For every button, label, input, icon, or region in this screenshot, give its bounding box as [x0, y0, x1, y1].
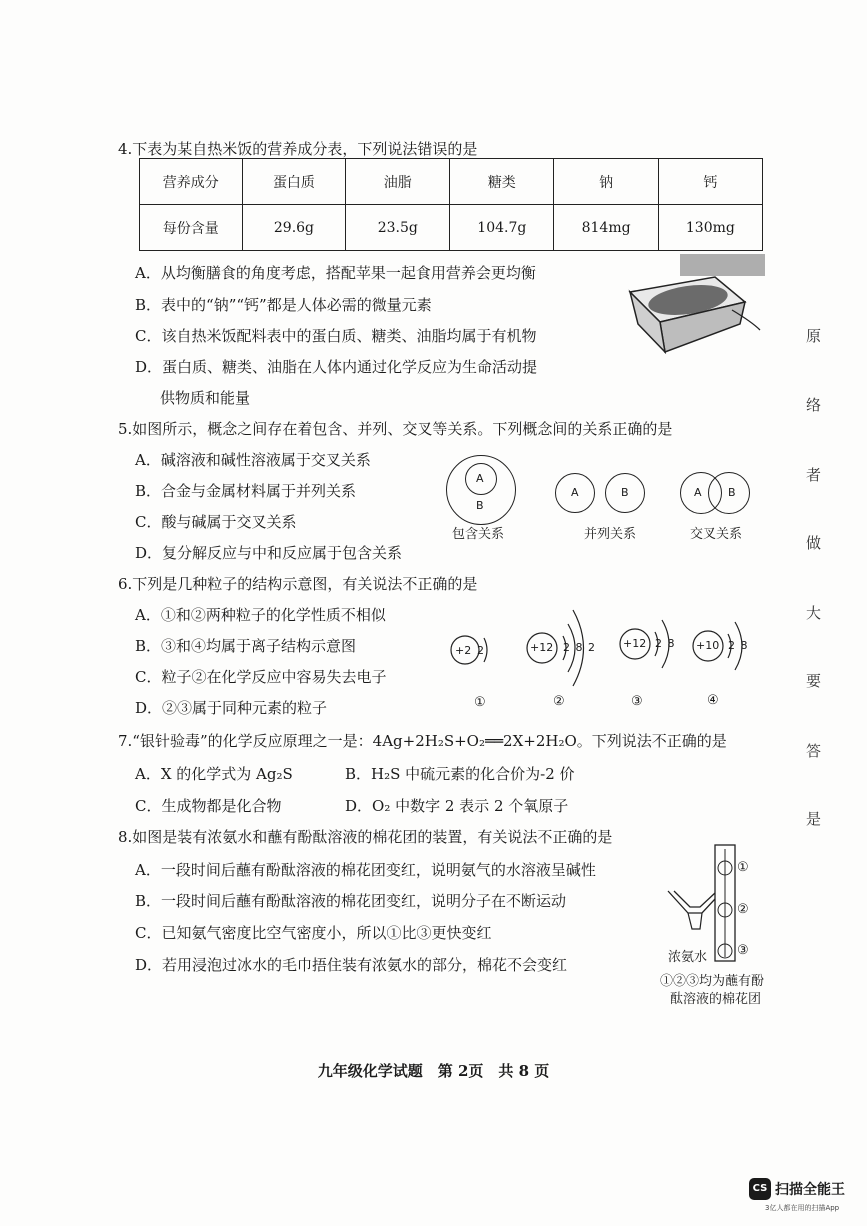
table-header-row — [140, 159, 763, 205]
table-cell: 蛋白质 — [242, 159, 346, 205]
particle-diagrams — [440, 598, 770, 713]
q7-option-d: D．O₂ 中数字 2 表示 2 个氧原子 — [345, 797, 569, 815]
rice-box-image — [620, 252, 765, 362]
q6-option-d: D．②③属于同种元素的粒子 — [135, 699, 328, 717]
q4-option-c: C．该自热米饭配料表中的蛋白质、糖类、油脂均属于有机物 — [135, 327, 537, 345]
q5-option-a: A．碱溶液和碱性溶液属于交叉关系 — [135, 451, 371, 469]
q5-option-c: C．酸与碱属于交叉关系 — [135, 513, 297, 531]
margin-char: 要 — [805, 672, 821, 690]
q4-option-d: D．蛋白质、糖类、油脂在人体内通过化学反应为生命活动提 — [135, 358, 538, 376]
question-5-stem: 5.如图所示，概念之间存在着包含、并列、交叉等关系。下列概念间的关系正确的是 — [118, 420, 673, 438]
margin-char: 原 — [805, 327, 821, 345]
scanner-logo-subtitle: 3亿人都在用的扫描App — [765, 1204, 840, 1212]
apparatus-mark-1: ① — [737, 860, 749, 875]
question-7-stem: 7.“银针验毒”的化学反应原理之一是：4Ag+2H₂S+O₂══2X+2H₂O。下列说法不正确的是 — [118, 732, 727, 750]
table-cell: 130mg — [658, 205, 762, 251]
question-4-stem: 4.下表为某自热米饭的营养成分表，下列说法错误的是 — [118, 140, 478, 158]
particle-3-shells: 2 8 — [655, 637, 675, 650]
ammonia-apparatus — [660, 843, 770, 963]
particle-1-shells: 2 — [477, 644, 484, 657]
table-cell: 钠 — [554, 159, 658, 205]
table-cell: 油脂 — [346, 159, 450, 205]
particle-4-label: ④ — [707, 693, 719, 708]
diagram-label-intersect: 交叉关系 — [690, 527, 743, 542]
beaker-label: 浓氨水 — [668, 950, 708, 965]
circle-label-a: A — [476, 472, 484, 485]
circle-label-b: B — [621, 486, 629, 499]
question-8-stem: 8.如图是装有浓氨水和蘸有酚酞溶液的棉花团的装置，有关说法不正确的是 — [118, 828, 613, 846]
q4-option-a: A．从均衡膳食的角度考虑，搭配苹果一起食用营养会更均衡 — [135, 264, 536, 282]
circle-label-b: B — [476, 499, 484, 512]
scanner-logo-name: 扫描全能王 — [775, 1182, 845, 1198]
diagram-label-contain: 包含关系 — [452, 527, 505, 542]
table-cell: 糖类 — [450, 159, 554, 205]
q4-option-b: B．表中的“钠”“钙”都是人体必需的微量元素 — [135, 296, 432, 314]
margin-char: 络 — [805, 396, 821, 414]
q5-option-d: D．复分解反应与中和反应属于包含关系 — [135, 544, 403, 562]
q8-option-d: D．若用浸泡过冰水的毛巾捂住装有浓氨水的部分，棉花不会变红 — [135, 956, 568, 974]
diagram-label-parallel: 并列关系 — [584, 527, 637, 542]
apparatus-mark-3: ③ — [737, 943, 749, 958]
apparatus-caption-2: 酞溶液的棉花团 — [670, 992, 762, 1007]
page-footer: 九年级化学试题 第 2页 共 8 页 — [317, 1062, 550, 1080]
particle-1-label: ① — [474, 695, 486, 710]
margin-char: 大 — [805, 604, 821, 622]
particle-2-nucleus: +12 — [530, 641, 554, 654]
q6-option-c: C．粒子②在化学反应中容易失去电子 — [135, 668, 387, 686]
table-cell: 104.7g — [450, 205, 554, 251]
circle-label-a: A — [694, 486, 702, 499]
q6-option-b: B．③和④均属于离子结构示意图 — [135, 637, 357, 655]
q8-option-c: C．已知氨气密度比空气密度小，所以①比③更快变红 — [135, 924, 492, 942]
particle-2-label: ② — [553, 694, 565, 709]
particle-1-nucleus: +2 — [455, 644, 472, 657]
q8-option-a: A．一段时间后蘸有酚酞溶液的棉花团变红，说明氨气的水溶液呈碱性 — [135, 861, 596, 879]
margin-char: 做 — [805, 534, 821, 552]
particle-3-label: ③ — [631, 694, 643, 709]
table-row — [140, 205, 763, 251]
margin-char: 答 — [805, 742, 821, 760]
circle-label-b: B — [728, 486, 736, 499]
table-cell: 29.6g — [242, 205, 346, 251]
q7-option-c: C．生成物都是化合物 — [135, 797, 282, 815]
particle-3-nucleus: +12 — [623, 637, 647, 650]
circle-label-a: A — [571, 486, 579, 499]
q6-option-a: A．①和②两种粒子的化学性质不相似 — [135, 606, 386, 624]
nutrition-table — [139, 158, 763, 251]
table-cell: 钙 — [658, 159, 762, 205]
scanner-logo-badge: CS — [749, 1178, 771, 1200]
table-cell: 营养成分 — [140, 159, 243, 205]
q7-option-a: A．X 的化学式为 Ag₂S — [135, 765, 293, 783]
table-cell: 每份含量 — [140, 205, 243, 251]
apparatus-caption-1: ①②③均为蘸有酚 — [660, 974, 765, 989]
apparatus-mark-2: ② — [737, 902, 749, 917]
table-cell: 814mg — [554, 205, 658, 251]
margin-char: 是 — [805, 810, 821, 828]
q8-option-b: B．一段时间后蘸有酚酞溶液的棉花团变红，说明分子在不断运动 — [135, 892, 567, 910]
question-6-stem: 6.下列是几种粒子的结构示意图，有关说法不正确的是 — [118, 575, 478, 593]
q5-option-b: B．合金与金属材料属于并列关系 — [135, 482, 357, 500]
table-cell: 23.5g — [346, 205, 450, 251]
q4-option-d-cont: 供物质和能量 — [160, 389, 251, 407]
q7-option-b: B．H₂S 中硫元素的化合价为-2 价 — [345, 765, 575, 783]
margin-char: 者 — [805, 466, 821, 484]
particle-4-nucleus: +10 — [696, 639, 720, 652]
particle-2-shells: 2 8 2 — [563, 641, 595, 654]
particle-4-shells: 2 8 — [728, 639, 748, 652]
